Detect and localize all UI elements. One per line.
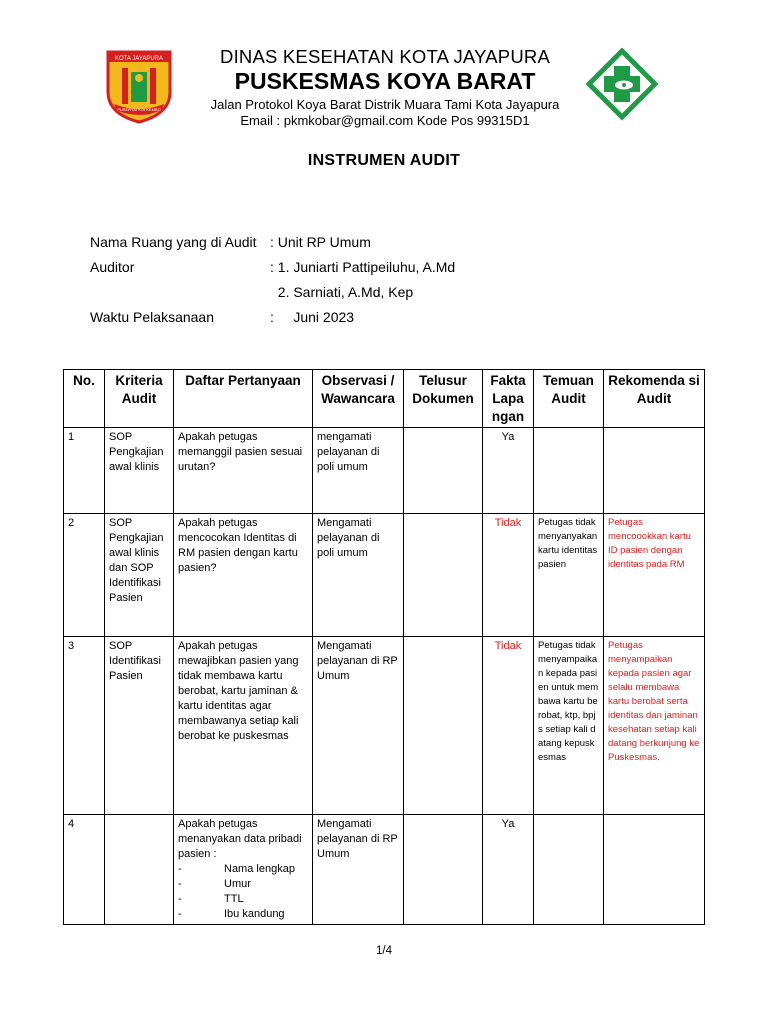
cell-pertanyaan: Apakah petugas memanggil pasien sesuai urutan? xyxy=(174,428,313,514)
cell-kriteria: SOP Pengkajian awal klinis dan SOP Identifikasi Pasien xyxy=(105,514,174,637)
info-label: Auditor xyxy=(90,259,135,275)
document-title: INSTRUMEN AUDIT xyxy=(307,152,461,169)
table-header-row xyxy=(64,370,705,428)
header-temuan: Temuan Audit xyxy=(534,370,604,428)
list-item: - Umur xyxy=(178,877,308,892)
cell-pertanyaan: Apakah petugas mewajibkan pasien yang tidak membawa kartu berobat, kartu jaminan & kartu identitas agar membawanya setiap kali berobat ke puskesmas xyxy=(174,637,313,815)
header-rekomendasi: Rekomenda si Audit xyxy=(604,370,705,428)
cell-kriteria xyxy=(105,815,174,925)
cell-observasi: Mengamati pelayanan di RP Umum xyxy=(313,637,404,815)
contact-line: Email : pkmkobar@gmail.com Kode Pos 99315D1 xyxy=(240,113,530,128)
office-name: DINAS KESEHATAN KOTA JAYAPURA xyxy=(220,46,550,67)
header-fakta: Fakta Lapa ngan xyxy=(483,370,534,428)
header-dokumen: Telusur Dokumen xyxy=(404,370,483,428)
info-label: Waktu Pelaksanaan xyxy=(90,309,214,325)
puskesmas-name: PUSKESMAS KOYA BARAT xyxy=(234,68,536,94)
page-number: 1/4 xyxy=(376,945,392,957)
cell-no: 4 xyxy=(64,815,105,925)
letterhead xyxy=(190,46,580,129)
question-items xyxy=(178,862,308,922)
list-item: - Ibu kandung xyxy=(178,907,308,922)
list-item: - TTL xyxy=(178,892,308,907)
cell-pertanyaan-list xyxy=(174,815,313,925)
cell-dokumen xyxy=(404,514,483,637)
cell-no: 1 xyxy=(64,428,105,514)
cell-observasi: Mengamati pelayanan di RP Umum xyxy=(313,815,404,925)
cell-temuan xyxy=(534,428,604,514)
info-value: : Unit RP Umum xyxy=(270,234,371,250)
table-row xyxy=(64,514,705,637)
cell-observasi: mengamati pelayanan di poli umum xyxy=(313,428,404,514)
table-row xyxy=(64,428,705,514)
table-row xyxy=(64,815,705,925)
cell-kriteria: SOP Pengkajian awal klinis xyxy=(105,428,174,514)
header-no: No. xyxy=(64,370,105,428)
cell-dokumen xyxy=(404,637,483,815)
info-value: : 1. Juniarti Pattipeiluhu, A.Md xyxy=(270,259,456,275)
cell-dokumen xyxy=(404,815,483,925)
cell-rekomendasi xyxy=(604,815,705,925)
cell-fakta: Ya xyxy=(483,428,534,514)
logo-left-ribbon: PUSERYAI KOI KEMBO xyxy=(117,107,161,112)
info-value: 2. Sarniati, A.Md, Kep xyxy=(270,284,414,300)
cell-temuan xyxy=(534,815,604,925)
info-label: Nama Ruang yang di Audit xyxy=(90,234,257,250)
audit-table xyxy=(63,369,705,925)
cell-fakta: Tidak xyxy=(483,637,534,815)
header-pertanyaan: Daftar Pertanyaan xyxy=(174,370,313,428)
table-row xyxy=(64,637,705,815)
cell-rekomendasi xyxy=(604,428,705,514)
info-value: : Juni 2023 xyxy=(270,309,355,325)
cell-pertanyaan: Apakah petugas mencocokan Identitas di RM pasien dengan kartu pasien? xyxy=(174,514,313,637)
cell-rekomendasi: Petugas mencoookkan kartu ID pasien dengan identitas pada RM xyxy=(604,514,705,637)
cell-no: 3 xyxy=(64,637,105,815)
header-kriteria: Kriteria Audit xyxy=(105,370,174,428)
kota-jayapura-logo-icon xyxy=(104,48,174,124)
cell-fakta: Tidak xyxy=(483,514,534,637)
cell-observasi: Mengamati pelayanan di poli umum xyxy=(313,514,404,637)
cell-kriteria: SOP Identifikasi Pasien xyxy=(105,637,174,815)
cell-dokumen xyxy=(404,428,483,514)
address: Jalan Protokol Koya Barat Distrik Muara Tami Kota Jayapura xyxy=(210,97,560,112)
cell-temuan: Petugas tidak menyampaikan kepada pasien untuk membawa kartu berobat, ktp, bpjs setiap kali datang kepuskesmas xyxy=(534,637,604,815)
cell-no: 2 xyxy=(64,514,105,637)
question-text: Apakah petugas menanyakan data pribadi pasien : xyxy=(178,818,302,860)
cell-temuan: Petugas tidak menyanyakan kartu identitas pasien xyxy=(534,514,604,637)
cell-fakta: Ya xyxy=(483,815,534,925)
list-item: - Nama lengkap xyxy=(178,862,308,877)
cell-rekomendasi: Petugas menyampaikan kepada pasien agar selalu membawa kartu berobat serta identitas dan jaminan kesehatan setiap kali datang berkunjung ke Puskesmas. xyxy=(604,637,705,815)
puskesmas-logo-icon xyxy=(586,48,658,120)
header-observasi: Observasi / Wawancara xyxy=(313,370,404,428)
logo-left-title: KOTA JAYAPURA xyxy=(114,56,164,62)
